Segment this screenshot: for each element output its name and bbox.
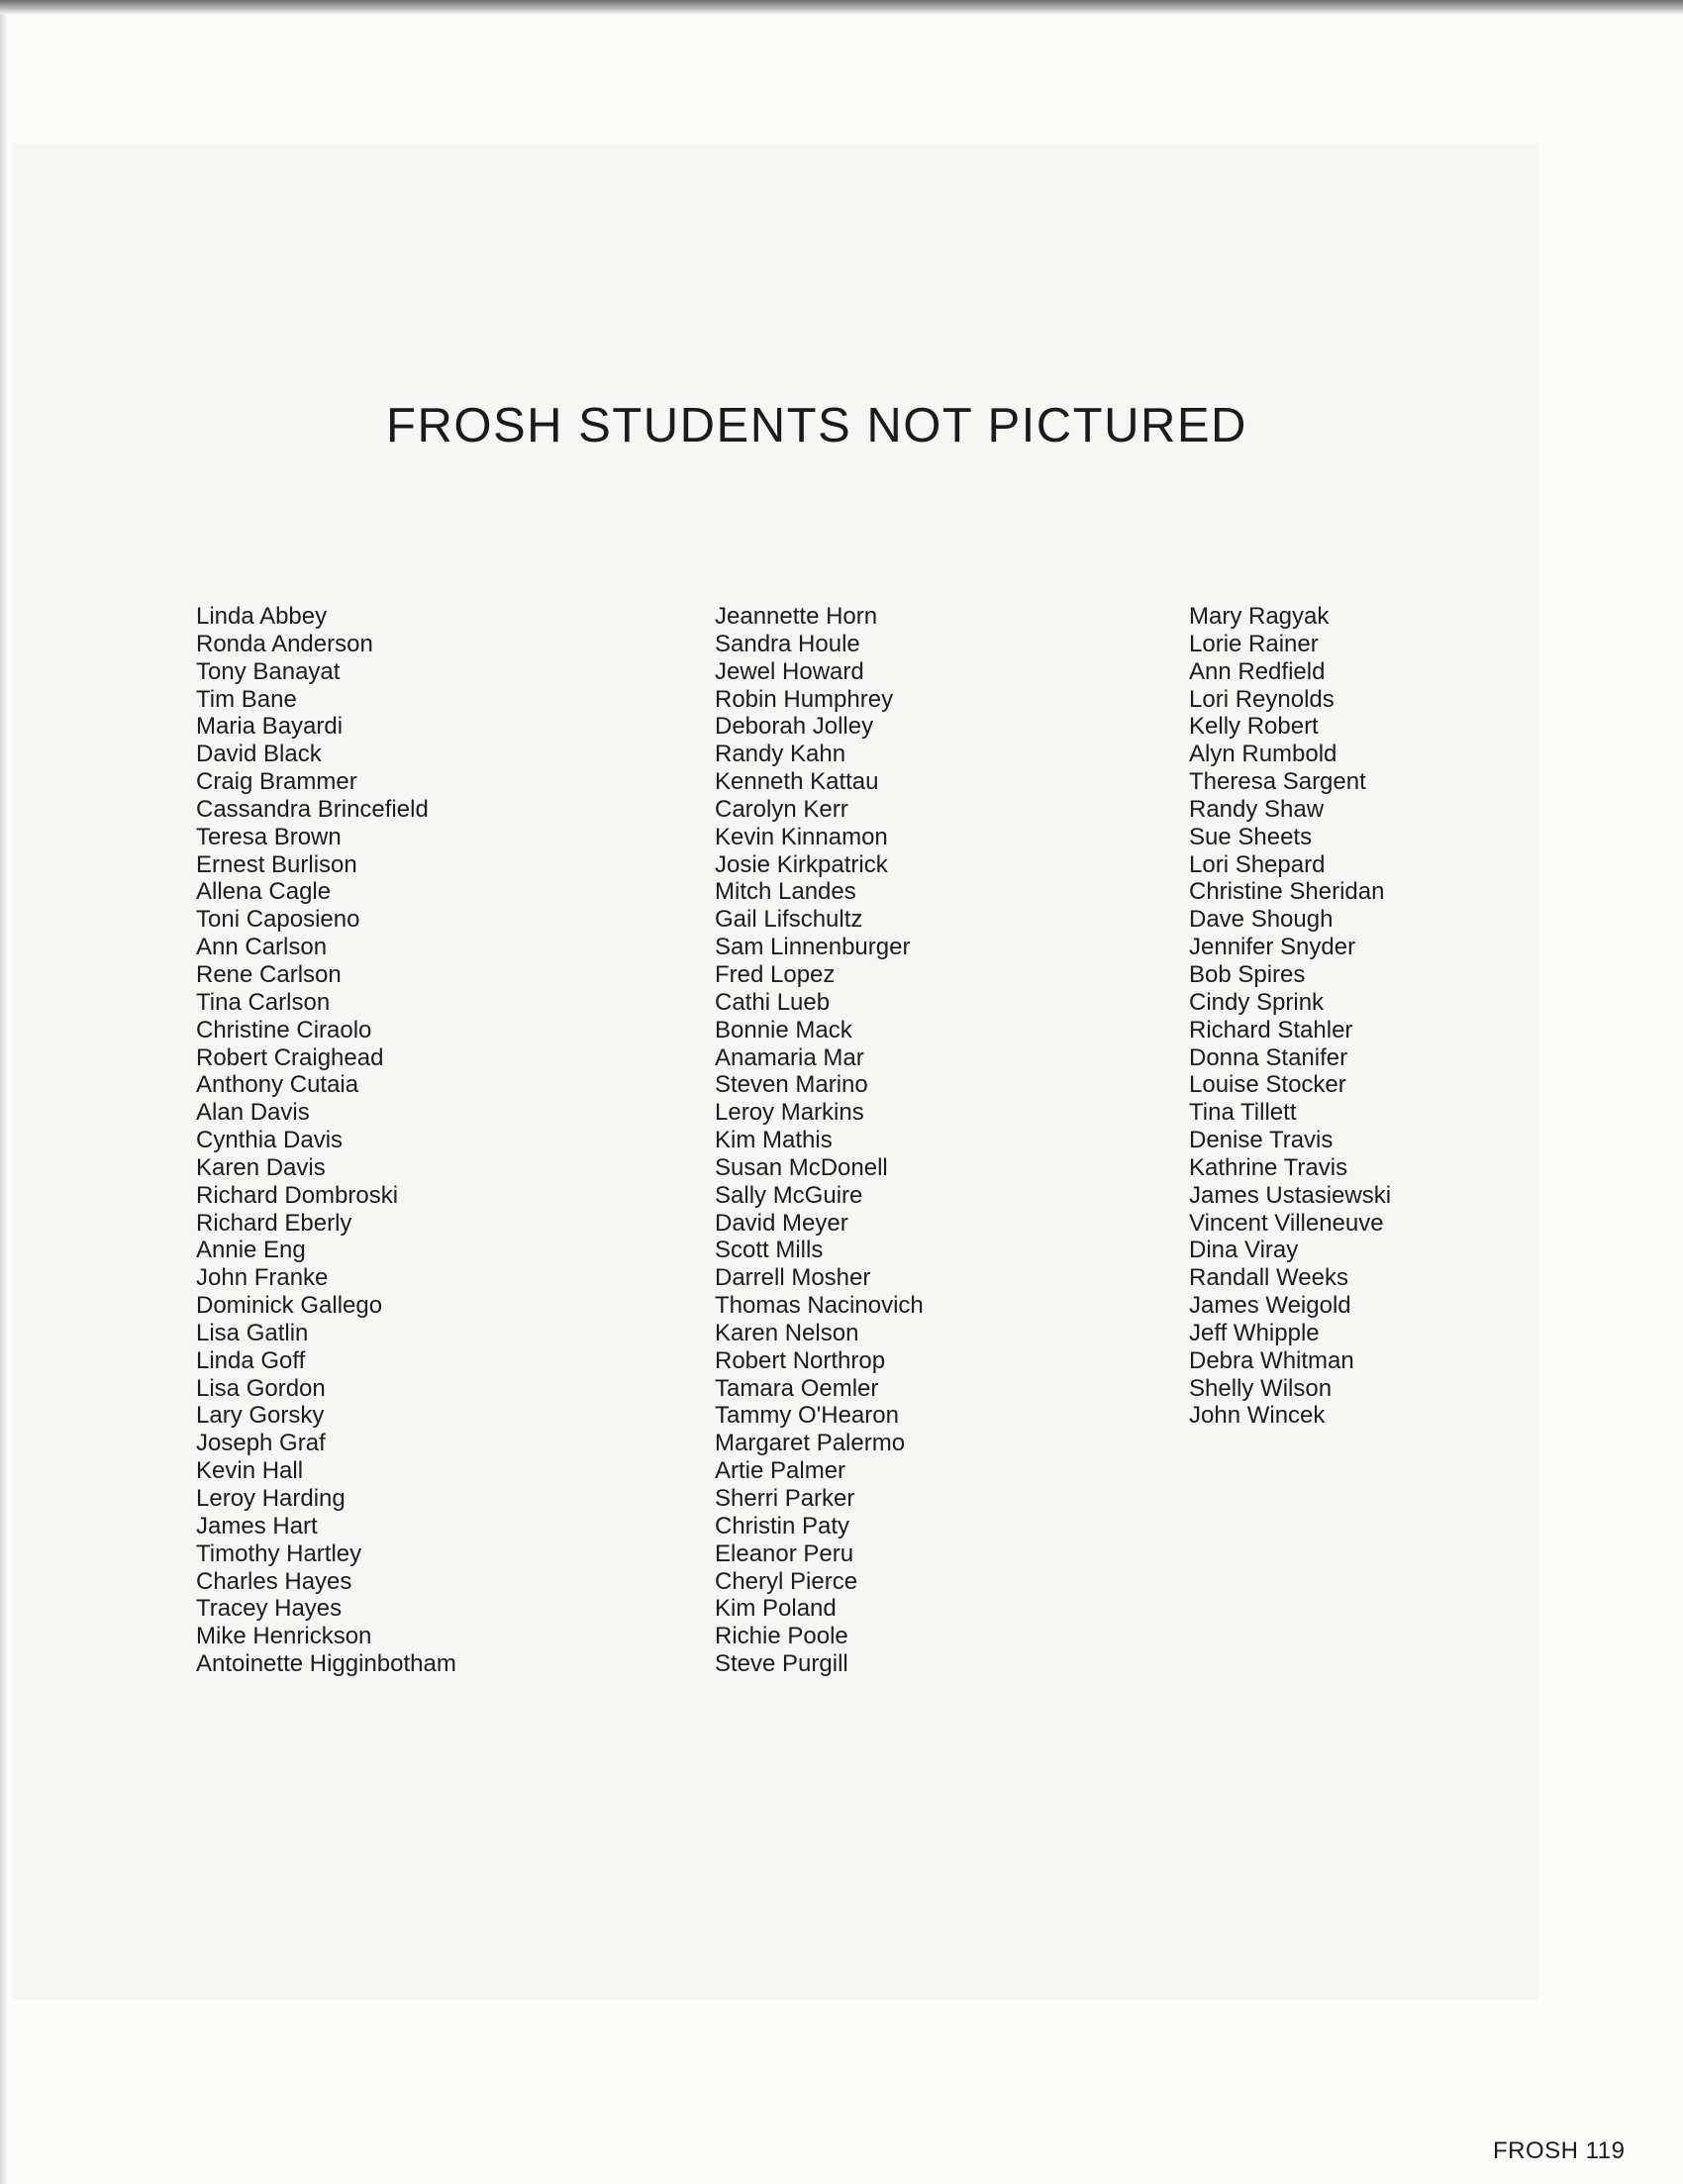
student-name: Steve Purgill — [715, 1650, 848, 1678]
student-name: Lary Gorsky — [196, 1402, 325, 1430]
student-name: Jewel Howard — [715, 657, 864, 685]
student-name: Alan Davis — [196, 1099, 310, 1127]
student-name: Richard Eberly — [196, 1209, 352, 1237]
student-name: Donna Stanifer — [1189, 1043, 1348, 1071]
student-name: Shelly Wilson — [1189, 1374, 1333, 1402]
student-name: Scott Mills — [715, 1237, 824, 1264]
student-name: Kim Poland — [715, 1595, 837, 1623]
student-name: Christin Paty — [715, 1512, 850, 1539]
student-name: David Meyer — [715, 1209, 848, 1237]
student-name: Richie Poole — [715, 1623, 848, 1650]
student-name: Jennifer Snyder — [1189, 934, 1356, 961]
student-name: Anthony Cutaia — [196, 1071, 359, 1099]
student-name: Anamaria Mar — [715, 1043, 864, 1071]
student-name: Maria Bayardi — [196, 713, 344, 741]
student-name: Tim Bane — [196, 685, 297, 713]
student-name: Randall Weeks — [1189, 1264, 1348, 1292]
student-name: Annie Eng — [196, 1237, 306, 1264]
student-name: James Weigold — [1189, 1292, 1351, 1320]
student-name: Mike Henrickson — [196, 1623, 372, 1650]
student-name: Randy Shaw — [1189, 795, 1325, 823]
student-name: Toni Caposieno — [196, 906, 360, 934]
student-name: Ronda Anderson — [196, 630, 373, 657]
student-name: Antoinette Higginbotham — [196, 1650, 456, 1678]
student-name: Ernest Burlison — [196, 850, 357, 878]
student-name: Bonnie Mack — [715, 1016, 852, 1043]
student-name: Denise Travis — [1189, 1127, 1334, 1154]
student-name: Susan McDonell — [715, 1153, 888, 1181]
student-name: Debra Whitman — [1189, 1346, 1354, 1374]
student-name: Ann Redfield — [1189, 657, 1326, 685]
student-name: Tamara Oemler — [715, 1374, 879, 1402]
student-name: Tracey Hayes — [196, 1595, 343, 1623]
student-name: Thomas Nacinovich — [715, 1292, 924, 1320]
student-name: Eleanor Peru — [715, 1539, 854, 1567]
student-name: Ann Carlson — [196, 934, 328, 961]
student-name: Mitch Landes — [715, 878, 856, 906]
student-name: James Ustasiewski — [1189, 1181, 1392, 1209]
student-name: Allena Cagle — [196, 878, 332, 906]
page-binding-edge — [0, 14, 8, 2184]
student-name: Leroy Harding — [196, 1485, 346, 1512]
student-name: Lorie Rainer — [1189, 630, 1319, 657]
student-name: Sherri Parker — [715, 1485, 855, 1512]
student-name: Teresa Brown — [196, 823, 342, 850]
student-name: Randy Kahn — [715, 741, 846, 768]
student-name: Artie Palmer — [715, 1457, 846, 1485]
student-name: James Hart — [196, 1512, 318, 1539]
student-name: Robert Northrop — [715, 1346, 886, 1374]
student-name: Steven Marino — [715, 1071, 868, 1099]
student-name: Darrell Mosher — [715, 1264, 871, 1292]
name-column-1 — [196, 603, 456, 1678]
student-name: Bob Spires — [1189, 960, 1306, 988]
student-name: Kenneth Kattau — [715, 768, 879, 796]
student-name: Craig Brammer — [196, 768, 357, 796]
student-name: Richard Dombroski — [196, 1181, 399, 1209]
student-name: Christine Ciraolo — [196, 1016, 372, 1043]
student-name: Lisa Gatlin — [196, 1319, 309, 1346]
student-name: John Franke — [196, 1264, 329, 1292]
student-name: Gail Lifschultz — [715, 906, 863, 934]
student-name: Cassandra Brincefield — [196, 795, 429, 823]
student-name: Kevin Hall — [196, 1457, 304, 1485]
student-name: Kim Mathis — [715, 1127, 833, 1154]
student-name: Deborah Jolley — [715, 713, 874, 741]
student-name: Linda Goff — [196, 1346, 306, 1374]
student-name: Richard Stahler — [1189, 1016, 1353, 1043]
student-name: Tony Banayat — [196, 657, 341, 685]
student-name: Louise Stocker — [1189, 1071, 1346, 1099]
student-name: John Wincek — [1189, 1402, 1326, 1430]
name-column-3 — [1189, 603, 1391, 1430]
student-name: Rene Carlson — [196, 960, 342, 988]
student-name: David Black — [196, 741, 322, 768]
student-name: Linda Abbey — [196, 603, 328, 630]
student-name: Fred Lopez — [715, 960, 836, 988]
student-name: Charles Hayes — [196, 1567, 352, 1595]
student-name: Kevin Kinnamon — [715, 823, 888, 850]
student-name: Sue Sheets — [1189, 823, 1313, 850]
student-name: Lori Reynolds — [1189, 685, 1335, 713]
student-name: Theresa Sargent — [1189, 768, 1366, 796]
student-name: Tina Carlson — [196, 988, 331, 1016]
student-name: Dave Shough — [1189, 906, 1334, 934]
student-name: Christine Sheridan — [1189, 878, 1385, 906]
student-name: Timothy Hartley — [196, 1539, 362, 1567]
student-name: Lisa Gordon — [196, 1374, 326, 1402]
student-name: Tammy O'Hearon — [715, 1402, 899, 1430]
student-name: Kelly Robert — [1189, 713, 1319, 741]
student-name: Sandra Houle — [715, 630, 860, 657]
student-name: Josie Kirkpatrick — [715, 850, 888, 878]
page-top-edge — [0, 0, 1683, 14]
student-name: Cheryl Pierce — [715, 1567, 858, 1595]
student-name: Joseph Graf — [196, 1430, 326, 1457]
student-name: Lori Shepard — [1189, 850, 1326, 878]
student-name: Kathrine Travis — [1189, 1153, 1348, 1181]
page-folio: FROSH 119 — [1493, 2137, 1626, 2164]
student-name: Mary Ragyak — [1189, 603, 1330, 630]
student-name: Leroy Markins — [715, 1099, 864, 1127]
name-column-2 — [715, 603, 924, 1678]
student-name: Karen Nelson — [715, 1319, 859, 1346]
student-name: Carolyn Kerr — [715, 795, 848, 823]
student-name: Cynthia Davis — [196, 1127, 344, 1154]
student-name: Sally McGuire — [715, 1181, 863, 1209]
student-name: Tina Tillett — [1189, 1099, 1297, 1127]
page-title: FROSH STUDENTS NOT PICTURED — [386, 399, 1247, 452]
student-name: Robin Humphrey — [715, 685, 894, 713]
student-name: Cindy Sprink — [1189, 988, 1325, 1016]
student-name: Cathi Lueb — [715, 988, 831, 1016]
student-name: Robert Craighead — [196, 1043, 384, 1071]
student-name: Dina Viray — [1189, 1237, 1299, 1264]
student-name: Jeff Whipple — [1189, 1319, 1320, 1346]
student-name: Jeannette Horn — [715, 603, 878, 630]
student-name: Alyn Rumbold — [1189, 741, 1337, 768]
student-name: Sam Linnenburger — [715, 934, 911, 961]
student-name: Margaret Palermo — [715, 1430, 906, 1457]
student-name: Vincent Villeneuve — [1189, 1209, 1384, 1237]
student-name: Karen Davis — [196, 1153, 326, 1181]
student-name: Dominick Gallego — [196, 1292, 383, 1320]
